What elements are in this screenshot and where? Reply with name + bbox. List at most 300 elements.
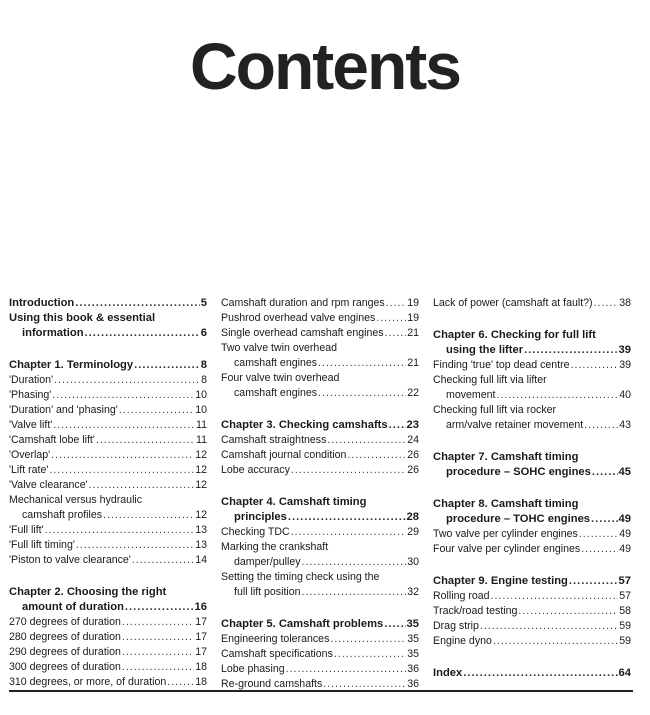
toc-entry[interactable] [221,341,419,371]
toc-entry-label: 'Phasing' [9,389,52,401]
toc-entry-label: camshaft profiles [22,509,103,521]
dot-leader [132,553,194,568]
toc-entry-row [221,326,419,341]
toc-entry-row [9,326,207,341]
toc-section [221,296,419,401]
toc-entry-row [221,418,419,433]
toc-page-number: 49 [619,543,631,555]
toc-entry-row [221,662,419,677]
bottom-rule [9,690,633,692]
toc-entry-row [9,403,207,418]
toc-entry-row [433,574,631,589]
toc-entry-row [221,296,419,311]
dot-leader [389,418,406,433]
toc-entry[interactable] [221,647,419,662]
toc-entry[interactable] [9,388,207,403]
toc-page-number: 21 [407,357,419,369]
section-gap [433,480,631,497]
toc-entry[interactable] [433,328,631,358]
toc-entry-label: 'Lift rate' [9,464,49,476]
toc-entry-label: 'Piston to valve clearance' [9,554,131,566]
toc-page-number: 5 [200,297,207,309]
dot-leader [480,619,618,634]
toc-entry-label: using the lifter [446,344,524,356]
toc-entry-label: 'Duration' [9,374,54,386]
toc-page-number: 12 [195,509,207,521]
dot-leader [592,465,618,480]
toc-entry-label: Index [433,667,463,679]
toc-entry[interactable] [221,632,419,647]
toc-page-number: 49 [619,528,631,540]
toc-entry-label: Camshaft specifications [221,648,333,660]
toc-entry[interactable] [9,433,207,448]
toc-entry[interactable] [9,358,207,373]
toc-page-number: 59 [619,620,631,632]
toc-entry[interactable] [9,538,207,553]
toc-page-number: 39 [618,344,631,356]
toc-entry-label: Pushrod overhead valve engines [221,312,376,324]
dot-leader [291,463,406,478]
dot-leader [318,356,406,371]
toc-section [433,574,631,649]
toc-entry[interactable] [221,617,419,632]
toc-entry[interactable] [221,570,419,600]
dot-leader [571,358,619,373]
toc-entry-line: Two valve twin overhead [221,342,338,354]
toc-page-number: 14 [195,554,207,566]
dot-leader [288,510,406,525]
toc-entry-label: Introduction [9,297,75,309]
dot-leader [122,645,194,660]
dot-leader [327,433,406,448]
toc-page-number: 10 [195,389,207,401]
toc-entry-row [221,386,419,401]
dot-leader [579,527,618,542]
toc-entry-line: Chapter 2. Choosing the right [9,586,167,598]
toc-entry[interactable] [433,666,631,681]
toc-entry-line: Mechanical versus hydraulic [9,494,143,506]
toc-page-number: 32 [407,586,419,598]
toc-entry[interactable] [9,448,207,463]
toc-entry[interactable] [221,296,419,311]
toc-entry-label: 290 degrees of duration [9,646,121,658]
dot-leader [85,326,200,341]
toc-entry[interactable] [221,463,419,478]
dot-leader [125,600,194,615]
toc-page-number: 26 [407,449,419,461]
toc-entry-line: Using this book & essential [9,312,156,324]
toc-entry[interactable] [433,574,631,589]
toc-section [433,328,631,433]
toc-entry[interactable] [221,311,419,326]
dot-leader [96,433,195,448]
toc-entry-row [221,433,419,448]
dot-leader [76,538,194,553]
section-gap [9,568,207,585]
dot-leader [119,403,194,418]
toc-entry-row [221,463,419,478]
toc-page-number: 19 [407,312,419,324]
toc-entry-label: Finding 'true' top dead centre [433,359,570,371]
toc-page-number: 36 [407,678,419,690]
toc-section [221,617,419,692]
toc-entry-label: 'Valve lift' [9,419,53,431]
toc-entry-row [433,542,631,557]
toc-entry-label: Rolling road [433,590,490,602]
toc-entry-line: Chapter 6. Checking for full lift [433,329,596,341]
dot-leader [302,555,407,570]
toc-entry-row [221,356,419,371]
dot-leader [51,448,194,463]
toc-entry-label: 280 degrees of duration [9,631,121,643]
section-gap [221,401,419,418]
toc-entry-row [433,512,631,527]
toc-entry-line: Chapter 4. Camshaft timing [221,496,367,508]
toc-page-number: 22 [407,387,419,399]
toc-page-number: 36 [407,663,419,675]
dot-leader [75,296,200,311]
toc-entry-row [9,660,207,675]
toc-entry[interactable] [9,493,207,523]
toc-entry[interactable] [221,326,419,341]
toc-entry-label: Camshaft duration and rpm ranges [221,297,385,309]
toc-entry-row [433,343,631,358]
toc-entry-label: principles [234,511,287,523]
toc-page-number: 10 [195,404,207,416]
toc-entry[interactable] [433,634,631,649]
dot-leader [518,604,618,619]
toc-page-number: 8 [201,374,207,386]
dot-leader [584,418,618,433]
toc-page-number: 17 [195,646,207,658]
toc-entry-label: 'Full lift timing' [9,539,75,551]
toc-page-number: 28 [406,511,419,523]
toc-entry-label: Single overhead camshaft engines [221,327,384,339]
toc-entry[interactable] [433,358,631,373]
toc-entry-label: movement [446,389,496,401]
section-gap [433,557,631,574]
toc-entry[interactable] [9,645,207,660]
dot-leader [493,634,618,649]
toc-entry-label: Camshaft straightness [221,434,327,446]
toc-page-number: 6 [200,327,207,339]
toc-entry-label: amount of duration [22,601,124,613]
dot-leader [334,647,406,662]
dot-leader [291,525,407,540]
section-gap [433,649,631,666]
toc-section [221,418,419,478]
toc-entry-row [9,478,207,493]
toc-entry-label: Chapter 9. Engine testing [433,575,568,587]
toc-entry[interactable] [433,403,631,433]
toc-entry-label: 'Overlap' [9,449,51,461]
toc-entry-line: Checking full lift via rocker [433,404,557,416]
toc-entry-label: Lobe phasing [221,663,285,675]
dot-leader [45,523,195,538]
dot-leader [103,508,194,523]
toc-entry-label: Chapter 5. Camshaft problems [221,618,384,630]
toc-entry[interactable] [9,585,207,615]
toc-page-number: 18 [195,676,207,688]
toc-entry-label: procedure – SOHC engines [446,466,591,478]
dot-leader [491,589,619,604]
toc-page-number: 39 [619,359,631,371]
toc-entry[interactable] [9,403,207,418]
toc-entry-row [433,465,631,480]
toc-entry-label: Re-ground camshafts [221,678,323,690]
toc-page-number: 35 [407,633,419,645]
toc-page-number: 35 [406,618,419,630]
toc-entry-label: damper/pulley [234,556,301,568]
dot-leader [122,660,194,675]
toc-page-number: 64 [618,667,631,679]
toc-entry[interactable] [9,373,207,388]
toc-entry-row [9,433,207,448]
toc-page-number: 12 [195,464,207,476]
toc-entry-line: Checking full lift via lifter [433,374,547,386]
toc-entry-row [9,523,207,538]
toc-entry-label: Track/road testing [433,605,518,617]
toc-entry[interactable] [433,373,631,403]
toc-page-number: 13 [195,524,207,536]
toc-entry-label: Lack of power (camshaft at fault?) [433,297,593,309]
toc-page-number: 38 [619,297,631,309]
toc-entry-line: Chapter 7. Camshaft timing [433,451,579,463]
toc-column-3 [433,296,631,681]
toc-entry[interactable] [221,371,419,401]
toc-entry-row [221,585,419,600]
toc-page-number: 8 [200,359,207,371]
dot-leader [330,632,406,647]
toc-entry[interactable] [433,527,631,542]
toc-entry[interactable] [9,523,207,538]
toc-page-number: 30 [407,556,419,568]
toc-entry-label: 'Camshaft lobe lift' [9,434,95,446]
section-gap [433,433,631,450]
toc-entry-label: 'Valve clearance' [9,479,88,491]
dot-leader [386,296,407,311]
dot-leader [49,463,194,478]
toc-entry-label: Engineering tolerances [221,633,330,645]
toc-entry-line: Marking the crankshaft [221,541,329,553]
section-gap [221,478,419,495]
toc-entry[interactable] [9,311,207,341]
toc-entry[interactable] [433,450,631,480]
dot-leader [54,373,200,388]
dot-leader [89,478,195,493]
toc-section [433,497,631,557]
toc-entry-row [221,311,419,326]
toc-entry-row [221,555,419,570]
toc-section [433,666,631,681]
dot-leader [496,388,618,403]
toc-page-number: 23 [406,419,419,431]
toc-entry[interactable] [433,497,631,527]
toc-page-number: 29 [407,526,419,538]
toc-section [433,296,631,311]
dot-leader [302,585,407,600]
toc-page-number: 57 [619,590,631,602]
toc-page-number: 18 [195,661,207,673]
toc-entry-row [433,527,631,542]
dot-leader [385,326,407,341]
toc-entry-label: Lobe accuracy [221,464,290,476]
section-gap [433,311,631,328]
toc-page-number: 26 [407,464,419,476]
toc-page-number: 21 [407,327,419,339]
toc-entry-row [221,525,419,540]
toc-entry-label: full lift position [234,586,301,598]
toc-section [433,450,631,480]
toc-entry-label: Drag strip [433,620,479,632]
toc-page-number: 35 [407,648,419,660]
toc-entry-label: procedure – TOHC engines [446,513,591,525]
toc-page-number: 12 [195,479,207,491]
toc-entry[interactable] [433,296,631,311]
toc-entry-row [433,418,631,433]
toc-page-number: 11 [196,419,207,431]
toc-entry-row [221,448,419,463]
toc-entry-row [9,373,207,388]
toc-entry-row [433,666,631,681]
toc-entry-row [9,463,207,478]
toc-column-1 [9,296,207,690]
toc-entry[interactable] [9,675,207,690]
dot-leader [52,388,194,403]
toc-entry-label: Four valve per cylinder engines [433,543,581,555]
toc-column-2 [221,296,419,692]
toc-entry-label: Camshaft journal condition [221,449,347,461]
toc-entry[interactable] [9,296,207,311]
toc-page-number: 57 [618,575,631,587]
dot-leader [594,296,619,311]
toc-entry-row [221,510,419,525]
toc-entry[interactable] [9,463,207,478]
toc-entry-row [433,388,631,403]
toc-entry[interactable] [433,619,631,634]
toc-entry-row [433,619,631,634]
toc-entry-row [433,589,631,604]
toc-entry-row [9,418,207,433]
dot-leader [318,386,406,401]
toc-entry-label: information [22,327,84,339]
toc-page-number: 24 [407,434,419,446]
toc-entry-row [9,615,207,630]
toc-section [9,296,207,341]
toc-entry[interactable] [221,418,419,433]
toc-entry-label: 'Duration' and 'phasing' [9,404,118,416]
toc-page-number: 58 [619,605,631,617]
dot-leader [591,512,618,527]
dot-leader [376,311,406,326]
toc-page-number: 11 [196,434,207,446]
dot-leader [569,574,618,589]
toc-page-number: 59 [619,635,631,647]
dot-leader [347,448,406,463]
toc-entry-row [9,388,207,403]
toc-entry-row [9,600,207,615]
toc-entry-label: Chapter 1. Terminology [9,359,134,371]
page-title: Contents [190,29,460,103]
dot-leader [463,666,617,681]
toc-entry-label: Two valve per cylinder engines [433,528,578,540]
toc-entry-label: 'Full lift' [9,524,44,536]
toc-section [9,358,207,568]
toc-page-number: 40 [619,389,631,401]
toc-entry-row [9,630,207,645]
toc-page-number: 17 [195,616,207,628]
toc-entry-label: Chapter 3. Checking camshafts [221,419,388,431]
toc-section [9,585,207,690]
toc-entry[interactable] [433,542,631,557]
toc-entry-line: Setting the timing check using the [221,571,380,583]
toc-entry-row [433,296,631,311]
section-gap [221,600,419,617]
toc-page-number: 43 [619,419,631,431]
dot-leader [134,358,200,373]
toc-page-number: 16 [194,601,207,613]
toc-entry[interactable] [9,478,207,493]
toc-entry-row [9,553,207,568]
toc-entry[interactable] [9,660,207,675]
toc-page-number: 19 [407,297,419,309]
toc-entry[interactable] [433,589,631,604]
toc-entry-label: camshaft engines [234,387,318,399]
toc-page-number: 17 [195,631,207,643]
toc-entry-label: Engine dyno [433,635,492,647]
toc-entry-label: 270 degrees of duration [9,616,121,628]
toc-entry-label: arm/valve retainer movement [446,419,584,431]
toc-entry-row [9,645,207,660]
toc-entry-label: camshaft engines [234,357,318,369]
dot-leader [581,542,618,557]
toc-entry[interactable] [9,615,207,630]
toc-entry-row [9,675,207,690]
toc-entry[interactable] [9,418,207,433]
section-gap [9,341,207,358]
toc-entry[interactable] [221,525,419,540]
toc-entry-row [433,634,631,649]
toc-entry[interactable] [9,630,207,645]
toc-entry-row [9,358,207,373]
toc-entry-label: 300 degrees of duration [9,661,121,673]
dot-leader [524,343,617,358]
toc-entry[interactable] [221,662,419,677]
toc-entry-row [9,538,207,553]
toc-entry-row [9,296,207,311]
toc-entry-label: Checking TDC [221,526,290,538]
toc-entry[interactable] [9,553,207,568]
toc-entry-line: Four valve twin overhead [221,372,340,384]
toc-entry-row [9,448,207,463]
toc-entry-row [221,632,419,647]
toc-entry-row [221,647,419,662]
toc-entry-row [433,358,631,373]
dot-leader [384,617,405,632]
toc-page-number: 45 [618,466,631,478]
toc-entry[interactable] [221,448,419,463]
dot-leader [122,630,194,645]
dot-leader [167,675,194,690]
toc-entry[interactable] [221,433,419,448]
toc-entry[interactable] [221,495,419,525]
toc-entry[interactable] [433,604,631,619]
toc-section [221,495,419,600]
toc-entry[interactable] [221,540,419,570]
toc-entry-row [433,604,631,619]
toc-page-number: 12 [195,449,207,461]
dot-leader [122,615,194,630]
